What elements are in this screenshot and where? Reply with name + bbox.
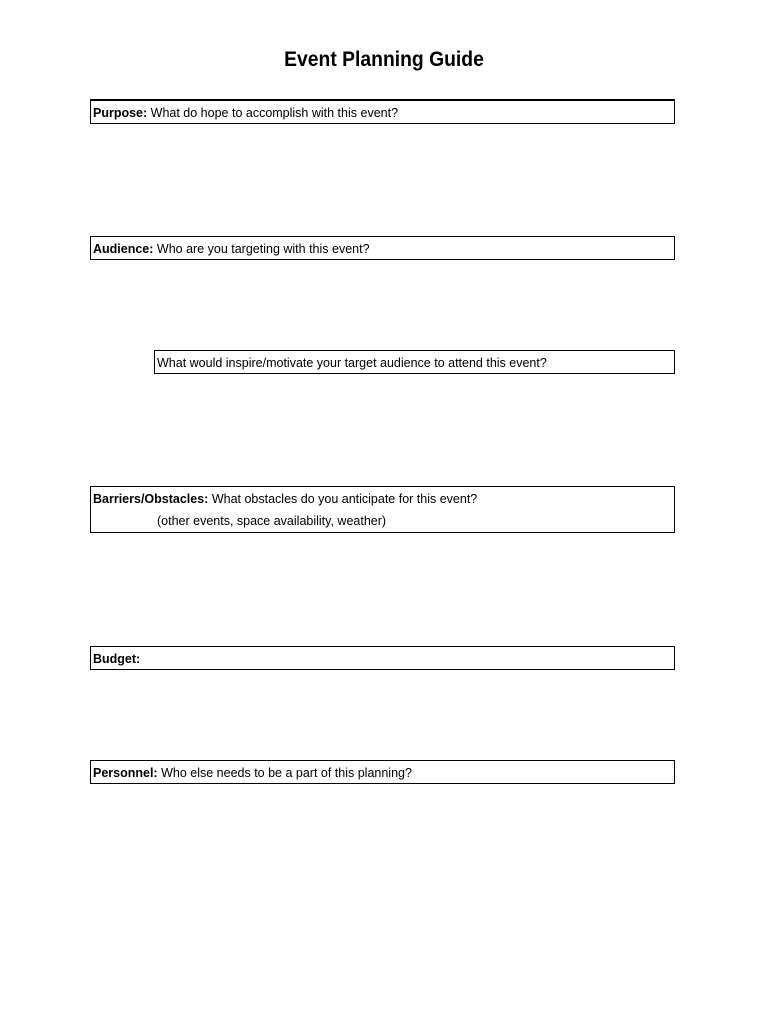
audience-question: Who are you targeting with this event? [153,242,370,256]
personnel-label: Personnel: [93,766,158,780]
purpose-section [90,99,675,124]
personnel-section [90,760,675,784]
personnel-question: Who else needs to be a part of this planning? [157,766,412,780]
page-title: Event Planning Guide [284,48,484,71]
purpose-question: What do hope to accomplish with this event? [147,106,399,120]
purpose-label: Purpose: [93,106,148,120]
motivation-question: What would inspire/motivate your target audience to attend this event? [157,356,547,370]
barriers-label: Barriers/Obstacles: [93,492,209,506]
motivation-section [154,350,675,374]
audience-section [90,236,675,260]
barriers-question: What obstacles do you anticipate for this event? [208,492,478,506]
barriers-section [90,486,675,533]
barriers-examples: (other events, space availability, weather) [157,514,387,528]
audience-label: Audience: [93,242,154,256]
budget-section [90,646,675,670]
budget-label: Budget: [93,652,141,666]
